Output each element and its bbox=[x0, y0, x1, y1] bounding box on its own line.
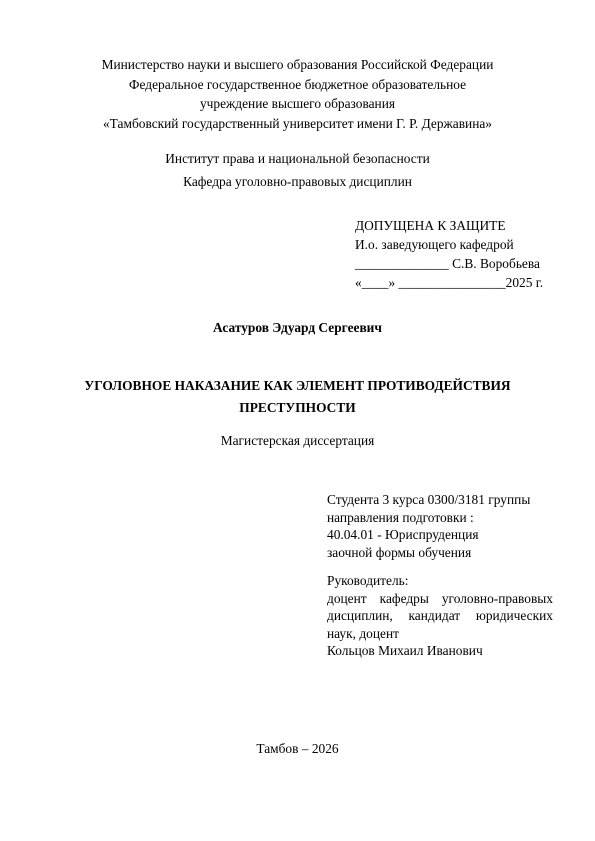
student-line-2: направления подготовки : bbox=[327, 509, 474, 525]
institution-level-line: учреждение высшего образования bbox=[199, 96, 396, 111]
approval-status: ДОПУЩЕНА К ЗАЩИТЕ bbox=[355, 218, 506, 233]
supervisor-line-1: доцент кафедры уголовно-правовых bbox=[327, 590, 553, 606]
student-line-3: 40.04.01 - Юриспруденция bbox=[327, 527, 479, 542]
student-line-4: заочной формы обучения bbox=[327, 544, 472, 560]
university-name-line: «Тамбовский государственный университет имени Г. Р. Державина» bbox=[102, 115, 493, 131]
approval-block bbox=[355, 216, 543, 292]
thesis-title-line-2: ПРЕСТУПНОСТИ bbox=[239, 400, 356, 415]
approval-position: И.о. заведующего кафедрой bbox=[355, 237, 514, 252]
institute-name: Институт права и национальной безопасности bbox=[165, 151, 430, 166]
work-type: Магистерская диссертация bbox=[220, 433, 375, 448]
student-line-1: Студента 3 курса 0300/3181 группы bbox=[327, 492, 531, 507]
supervisor-line-3: наук, доцент bbox=[327, 625, 399, 641]
institution-type-line: Федеральное государственное бюджетное образовательное bbox=[128, 76, 467, 92]
approval-signature-line: ______________ С.В. Воробьева bbox=[355, 256, 540, 271]
ministry-header bbox=[0, 55, 595, 133]
department-name: Кафедра уголовно-правовых дисциплин bbox=[183, 174, 412, 189]
thesis-title-line-1: УГОЛОВНОЕ НАКАЗАНИЕ КАК ЭЛЕМЕНТ ПРОТИВОДЕЙСТВИЯ bbox=[84, 378, 511, 393]
supervisor-label: Руководитель: bbox=[327, 573, 409, 588]
city-year: Тамбов – 2026 bbox=[256, 741, 339, 756]
thesis-title bbox=[0, 375, 595, 419]
supervisor-name: Кольцов Михаил Иванович bbox=[327, 643, 483, 658]
author-name: Асатуров Эдуард Сергеевич bbox=[213, 320, 382, 335]
approval-date-line: «____» ________________2025 г. bbox=[355, 275, 544, 290]
supervisor-block bbox=[327, 572, 553, 660]
supervisor-line-2: дисциплин, кандидат юридических bbox=[327, 608, 553, 623]
ministry-line: Министерство науки и высшего образования Российской Федерации bbox=[101, 57, 494, 72]
student-block bbox=[327, 491, 530, 561]
